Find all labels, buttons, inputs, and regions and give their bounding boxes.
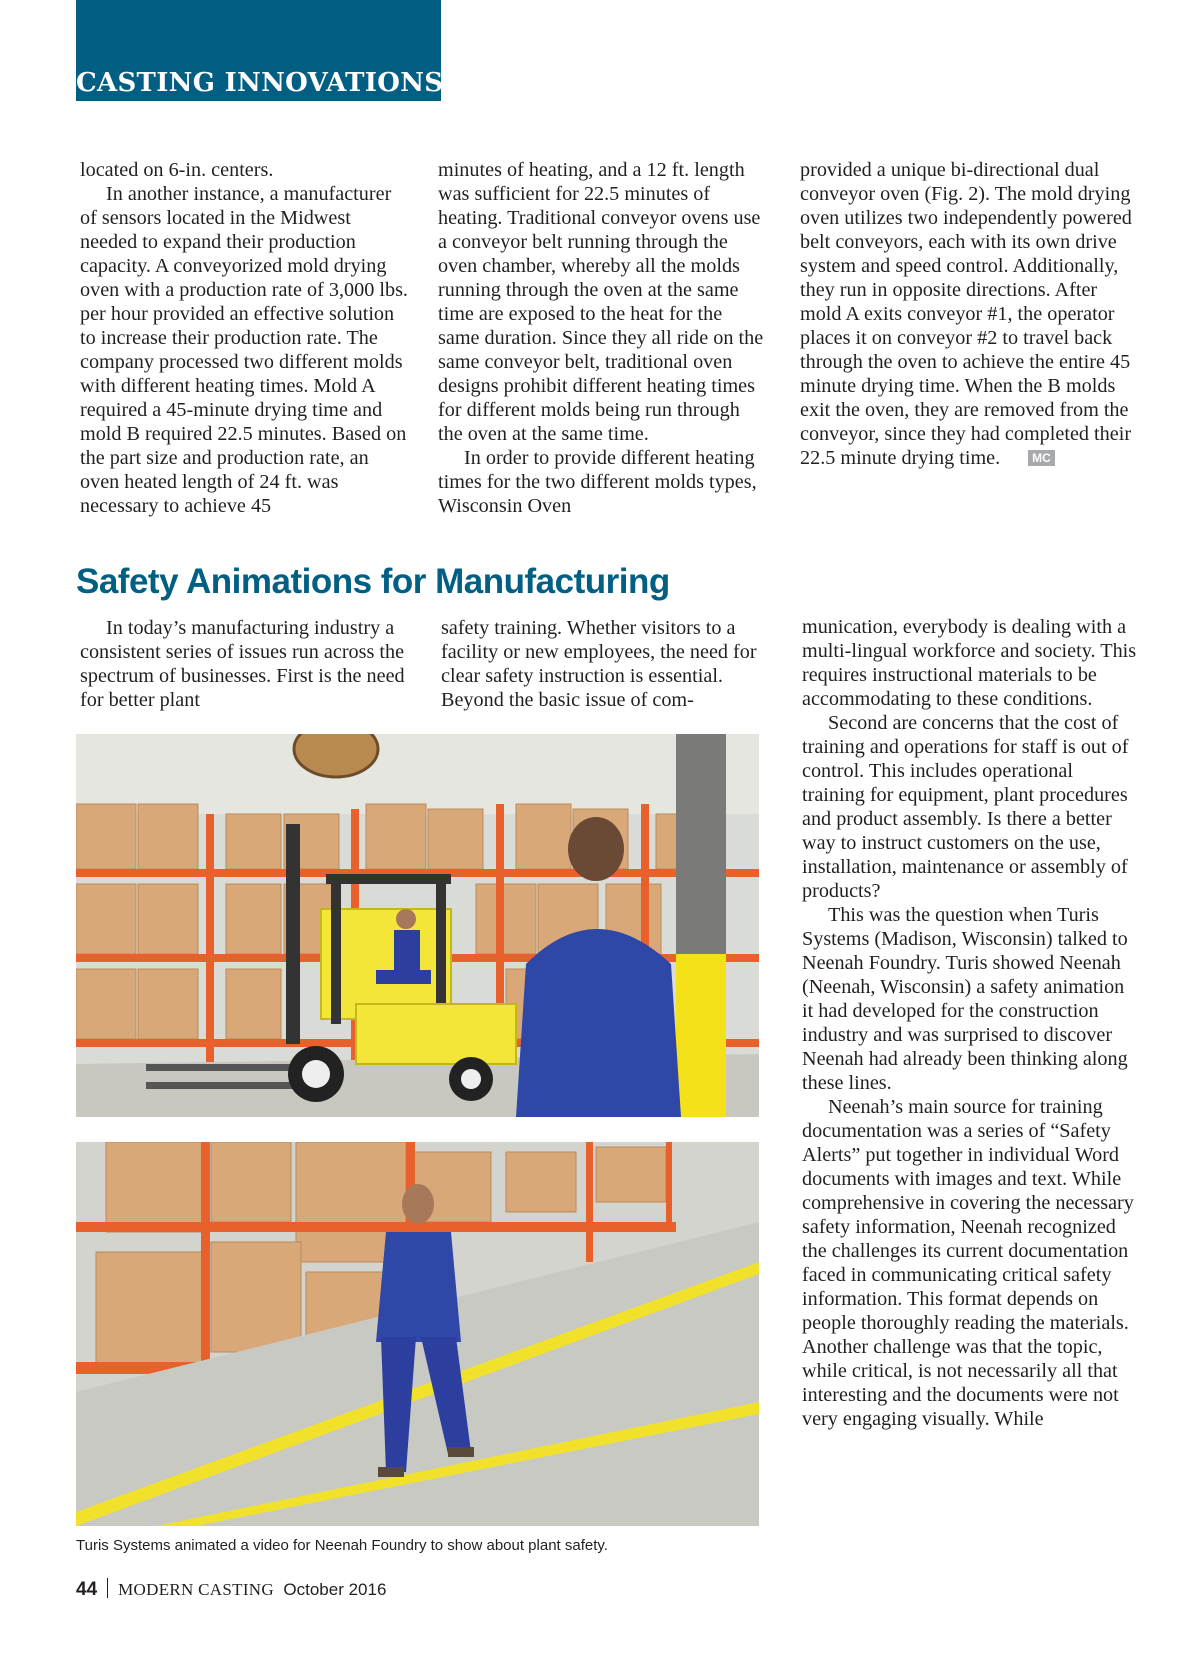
article-headline: Safety Animations for Manufacturing	[76, 562, 670, 601]
paragraph: This was the question when Turis Systems (Madison, Wisconsin) talked to Neenah Foundry. Turis showed Neenah (Neenah, Wisconsin) a safety animation it had developed for the construction industry and was surprised to discover Neenah had already been thinking along these lines.	[802, 904, 1128, 1094]
paragraph: In another instance, a manufacturer of sensors located in the Midwest needed to expand their production capacity. A conveyorized mold drying oven with a production rate of 3,000 lbs. per hour provided an effective solution to increase their production rate. The company processed two different molds with different heating times. Mold A required a 45-minute drying time and mold B required 22.5 minutes. Based on the part size and production rate, an oven heated length of 24 ft. was necessary to achieve 45	[80, 183, 408, 517]
paragraph: In order to provide different heating times for the two different molds types, Wisconsin Oven	[438, 447, 757, 517]
paragraph: Second are concerns that the cost of training and operations for staff is out of control. This includes operational training for equipment, plant procedures and product assembly. Is there a better way to instruct customers on the use, installation, maintenance or assembly of products?	[802, 712, 1129, 902]
issue-date: October 2016	[283, 1580, 387, 1599]
forklift-animation-image	[76, 734, 759, 1117]
paragraph	[800, 158, 1135, 470]
footer-divider	[107, 1578, 108, 1598]
continued-column-1	[80, 158, 408, 518]
paragraph: safety training. Whether visitors to a facility or new employees, the need for clear safety instruction is essential. Beyond the basic issue of com-	[441, 617, 757, 711]
continued-column-3	[800, 158, 1135, 470]
paragraph: minutes of heating, and a 12 ft. length was sufficient for 22.5 minutes of heating. Traditional conveyor ovens use a conveyor belt running through the oven chamber, whereby all the molds running through the oven at the same time are exposed to the heat for the same duration. Since they all ride on the same conveyor belt, traditional oven designs prohibit different heating times for different molds being run through the oven at the same time.	[438, 159, 764, 445]
walking-worker-animation-image	[76, 1142, 759, 1526]
section-title: CASTING INNOVATIONS	[76, 68, 444, 98]
article-column-1	[80, 616, 410, 712]
paragraph: located on 6-in. centers.	[80, 159, 274, 181]
paragraph: In today’s manufacturing industry a consistent series of issues run across the spectrum of businesses. First is the need for better plant	[80, 617, 405, 711]
paragraph-text: provided a unique bi-directional dual conveyor oven (Fig. 2). The mold drying oven utilizes two independently powered belt conveyors, each with its own drive system and speed control. Additionally, they run in opposite directions. After mold A exits conveyor #1, the operator places it on conveyor #2 to travel back through the oven to achieve the entire 45 minute drying time. When the B molds exit the oven, they are removed from the conveyor, since they had completed their 22.5 minute drying time.	[800, 159, 1132, 469]
paragraph: Neenah’s main source for training documentation was a series of “Safety Alerts” put together in individual Word documents with images and text. While comprehensive in covering the necessary safety information, Neenah recognized the challenges its current documentation faced in communicating critical safety information. This format depends on people thoroughly reading the materials. Another challenge was that the topic, while critical, is not necessarily all that interesting and the documents were not very engaging visually. While	[802, 1096, 1134, 1430]
continued-column-2	[438, 158, 766, 518]
end-mark: MC	[1028, 450, 1055, 466]
article-column-3	[802, 615, 1137, 1431]
page-number: 44	[76, 1579, 98, 1600]
paragraph: munication, everybody is dealing with a multi-lingual workforce and society. This requires instructional materials to be accommodating to these conditions.	[802, 616, 1137, 710]
article-column-2	[441, 616, 771, 712]
page-footer	[76, 1577, 386, 1603]
magazine-name: MODERN CASTING	[118, 1580, 274, 1599]
image-caption: Turis Systems animated a video for Neenah Foundry to show about plant safety.	[76, 1537, 608, 1554]
